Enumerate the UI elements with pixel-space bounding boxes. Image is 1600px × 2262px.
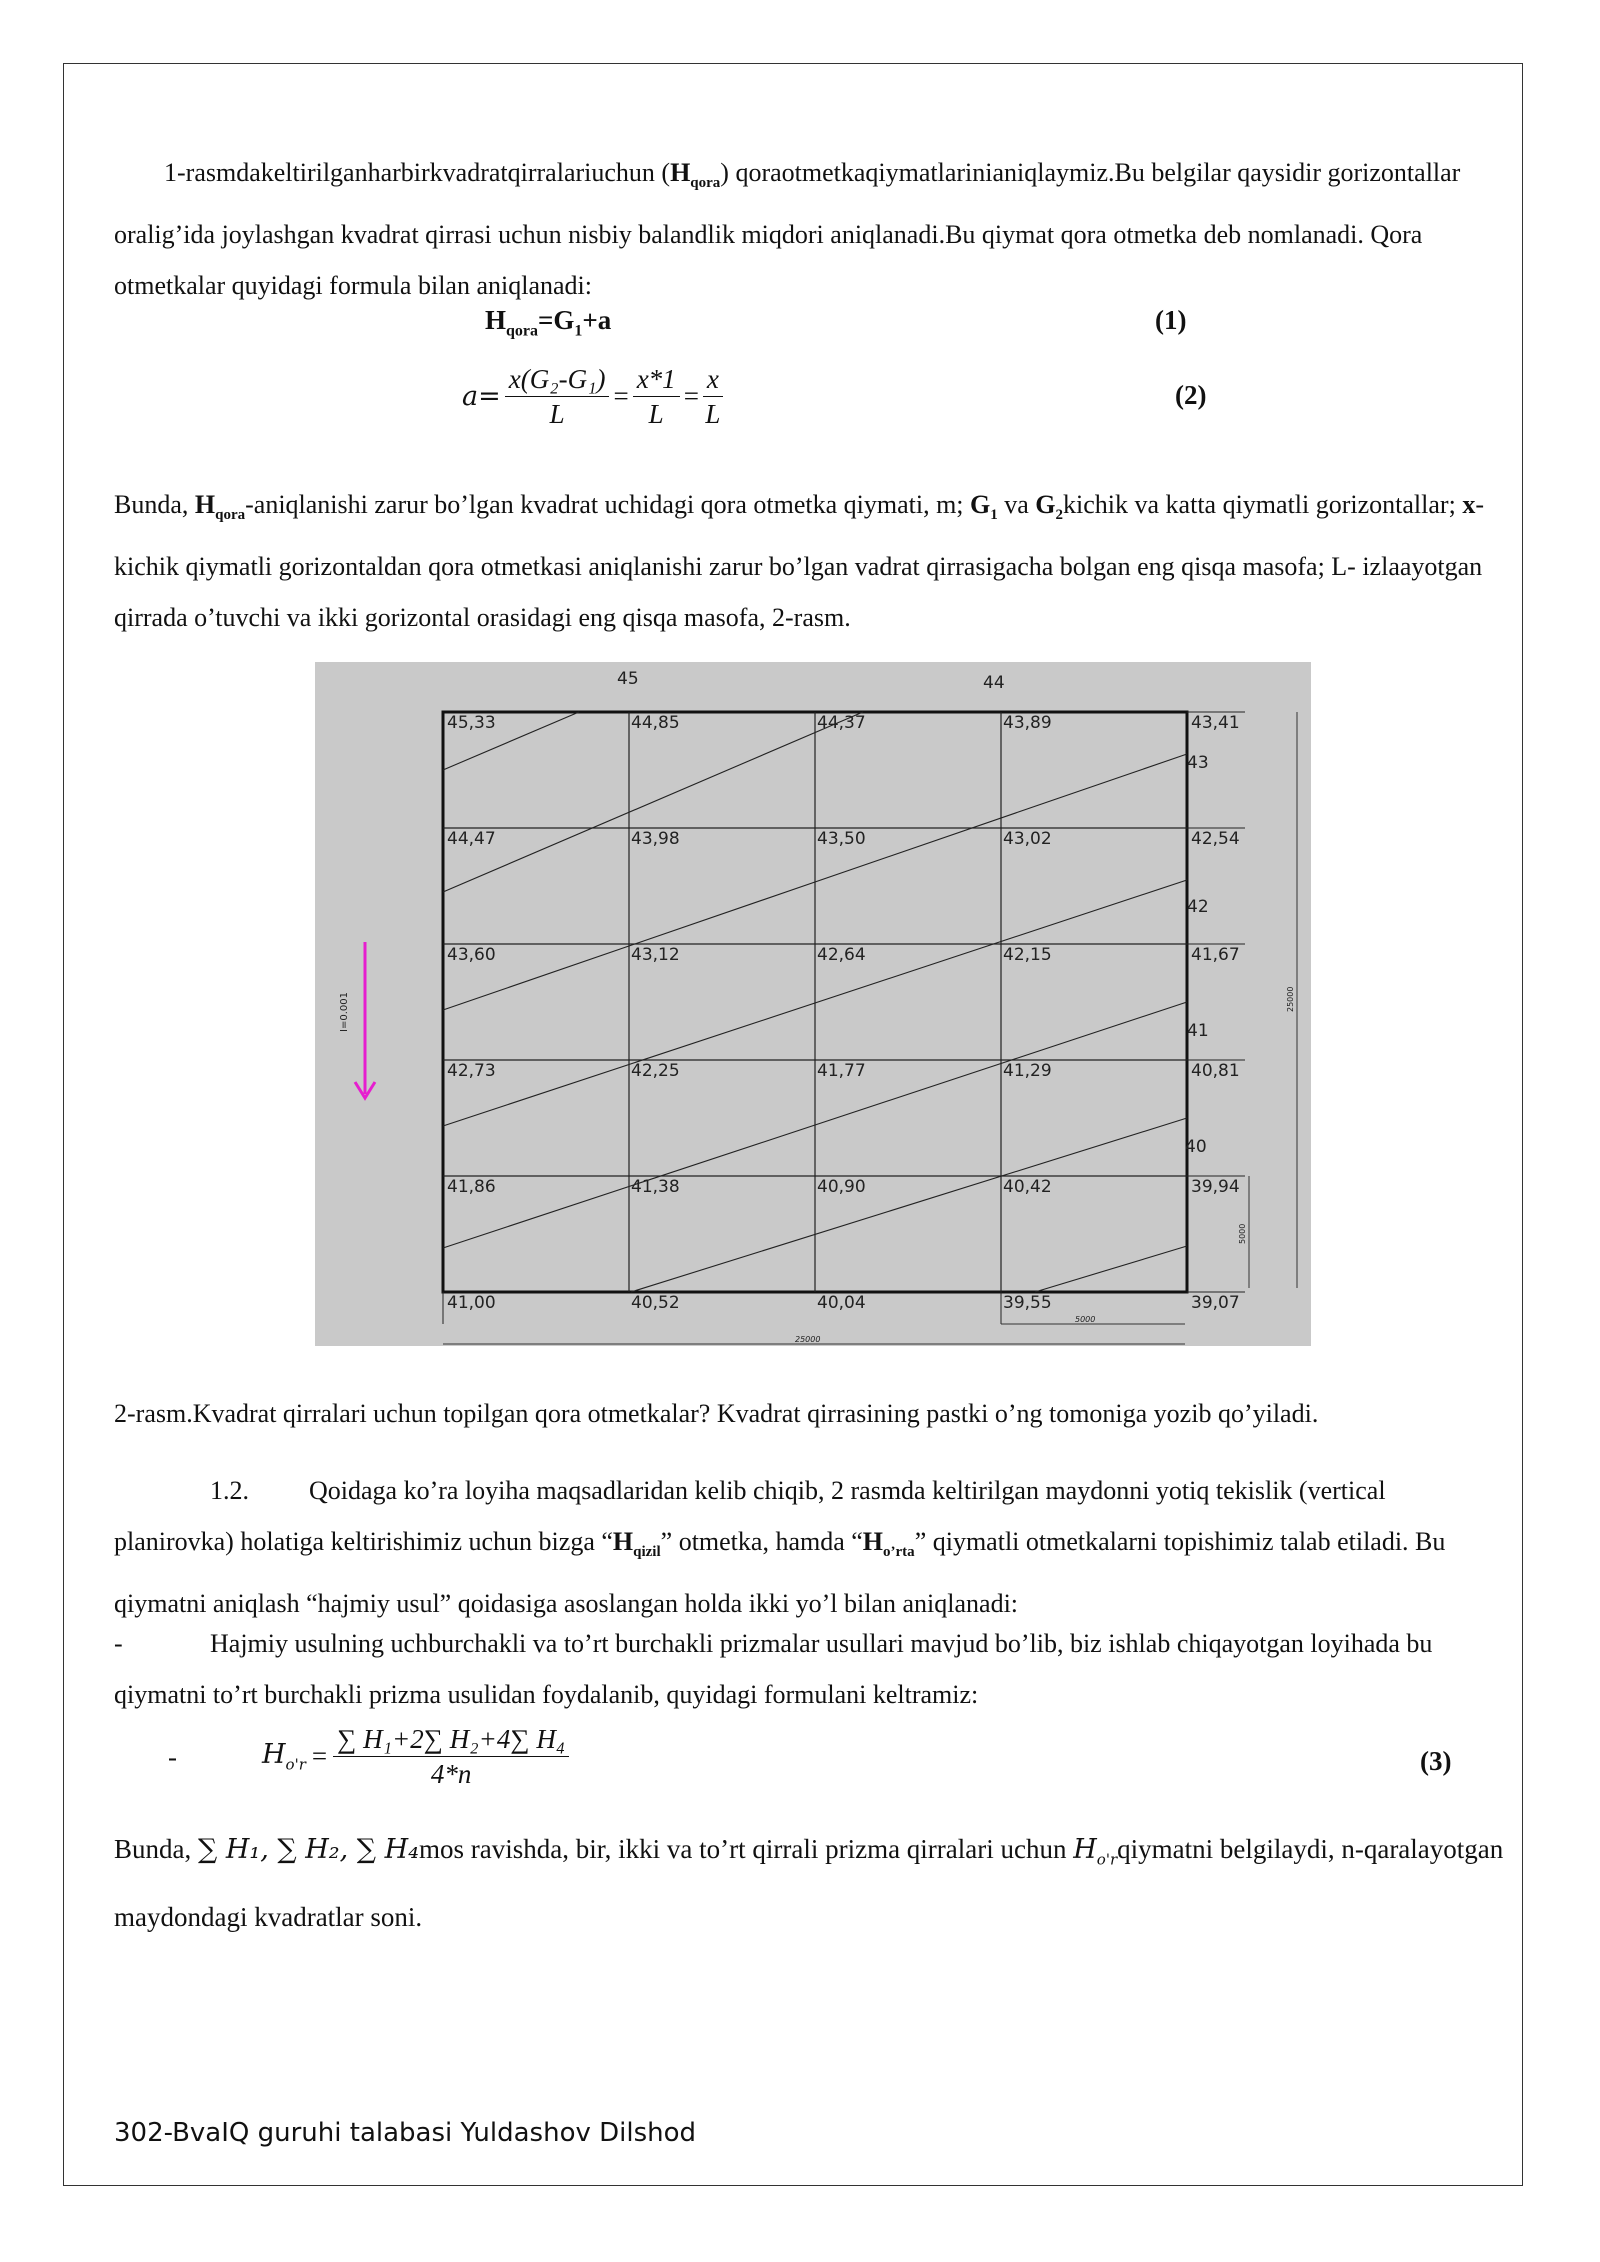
grid-corner-value: 42,54 [1191, 829, 1240, 849]
p2-b: -aniqlanishi zarur bo’lgan kvadrat uchidagi qora otmetka qiymati, m; [245, 490, 971, 519]
eq2-den1: L [549, 399, 565, 429]
grid-corner-value: 44,85 [631, 713, 680, 733]
grid-corner-value: 41,00 [447, 1293, 496, 1313]
p2-hsub: qora [215, 507, 246, 524]
p3-number: 1.2. [210, 1476, 249, 1505]
eq1-rest: =G [538, 305, 575, 335]
p2-a: Bunda, [114, 490, 195, 519]
eq2-fraction-3 [703, 362, 723, 431]
eq3-lhs [262, 1739, 306, 1773]
grid-corner-value: 41,67 [1191, 945, 1240, 965]
eq3-fraction [333, 1722, 569, 1791]
p3-h1sub: qizil [633, 1544, 661, 1561]
figure-caption: 2-rasm.Kvadrat qirralari uchun topilgan qora otmetkalar? Kvadrat qirrasining pastki o’ng tomoniga yozib qo’yiladi. [114, 1399, 1319, 1428]
p5-hsub: o'r [1096, 1850, 1118, 1869]
p1-text-b: ) qoraotmetkaqiymatlarinianiqlaymiz.Bu belgilar qaysidir gorizontallar oralig’ida joylashgan kvadrat qirrasi uchun nisbiy balandlik miqdori aniqlanadi.Bu qiymat qora otmetka deb nomlanadi. Qora otmetkalar quyidagi formula bilan aniqlanadi: [114, 158, 1461, 301]
eq3-eq: = [311, 1741, 328, 1771]
contour-label-right-41: 41 [1187, 1021, 1209, 1041]
p2-c: va [997, 490, 1036, 519]
grid-corner-value: 45,33 [447, 713, 496, 733]
eq3-dash: - [168, 1742, 177, 1772]
eq2-den2: L [648, 399, 664, 429]
p3-h1: H [612, 1527, 634, 1556]
grid-corner-value: 43,98 [631, 829, 680, 849]
contour-label-right-42: 42 [1187, 897, 1209, 917]
eq2-eq1: = [613, 381, 629, 411]
p3-b: ” otmetka, hamda “ [660, 1527, 863, 1556]
grid-corner-value: 43,12 [631, 945, 680, 965]
paragraph-3 [114, 1465, 1504, 1629]
eq2-fraction-2 [633, 362, 680, 431]
grid-corner-value: 41,38 [631, 1177, 680, 1197]
grid-corner-value: 39,94 [1191, 1177, 1240, 1197]
p2-h: H [194, 490, 216, 519]
grid-corner-value: 43,41 [1191, 713, 1240, 733]
p3-c: ” qiymatli otmetkalarni topishimiz talab etiladi. Bu qiymatni aniqlash “hajmiy usul” qoidasiga asoslangan holda ikki yo’l bilan aniqlanadi: [114, 1527, 1446, 1619]
grid-corner-value: 42,73 [447, 1061, 496, 1081]
equation-1-number: (1) [1155, 305, 1187, 335]
grid-corner-value: 40,52 [631, 1293, 680, 1313]
dim-cell-label: 5000 [1075, 1315, 1096, 1324]
p5-sums: ∑ H₁, ∑ H₂, ∑ H₄ [198, 1834, 420, 1865]
grid-corner-value: 43,02 [1003, 829, 1052, 849]
dim-right-label: 25000 [1286, 986, 1295, 1012]
page-footer: 302-BvaIQ guruhi talabasi Yuldashov Dilshod [114, 2118, 697, 2148]
p2-g1: G [970, 490, 991, 519]
p3-h2: H [862, 1527, 884, 1556]
equation-1 [485, 305, 611, 340]
eq2-num1: x(G₂-G₁) [505, 362, 610, 397]
grid-corner-value: 40,04 [817, 1293, 866, 1313]
grid-corner-value: 41,86 [447, 1177, 496, 1197]
p1-h: H [670, 158, 691, 187]
grid-corner-value: 39,07 [1191, 1293, 1240, 1313]
equation-3-number: (3) [1420, 1746, 1452, 1776]
eq1-gsub: 1 [574, 322, 583, 340]
eq1-plus: +a [582, 305, 612, 335]
p2-e: -kichik qiymatli gorizontaldan qora otmetkasi aniqlanishi zarur bo’lgan vadrat qirrasigacha bolgan eng qisqa masofa; L- izlaayotgan qirrada o’tuvchi va ikki gorizontal orasidagi eng qisqa masofa, 2-rasm. [114, 490, 1484, 633]
grid-corner-value: 39,55 [1003, 1293, 1052, 1313]
grid-corner-value: 44,47 [447, 829, 496, 849]
p2-g2: G [1035, 490, 1056, 519]
contour-label-top-44: 44 [983, 673, 1005, 693]
grid-corner-value: 42,15 [1003, 945, 1052, 965]
grid-corner-value: 42,25 [631, 1061, 680, 1081]
grid-corner-value: 44,37 [817, 713, 866, 733]
contour-label-top-45: 45 [617, 669, 639, 689]
paragraph-5 [114, 1820, 1504, 1946]
slope-label: I=0.001 [339, 992, 350, 1032]
grid-corner-value: 40,42 [1003, 1177, 1052, 1197]
contour-label-right-43: 43 [1187, 753, 1209, 773]
grid-corner-value: 41,77 [817, 1061, 866, 1081]
eq2-den3: L [705, 399, 721, 429]
grid-corner-value: 40,90 [817, 1177, 866, 1197]
grid-corner-value: 43,89 [1003, 713, 1052, 733]
eq2-lhs: a= [462, 381, 501, 412]
eq2-num3: x [703, 362, 723, 397]
eq2-num2: x*1 [633, 362, 680, 397]
p2-d: kichik va katta qiymatli gorizontallar; [1063, 490, 1463, 519]
eq1-h: H [485, 305, 507, 335]
p1-text-a: 1-rasmdakeltirilganharbirkvadratqirralariuchun ( [164, 158, 671, 187]
eq2-fraction-1 [505, 362, 610, 431]
dim-bottom-label: 25000 [795, 1335, 821, 1344]
grid-corner-value: 43,50 [817, 829, 866, 849]
equation-3 [262, 1722, 569, 1791]
p2-g2sub: 2 [1055, 507, 1064, 524]
contour-label-right-40: 40 [1185, 1137, 1207, 1157]
dim-right-small-label: 5000 [1238, 1223, 1247, 1244]
equation-2 [462, 362, 723, 431]
p5-h: H [1073, 1834, 1097, 1865]
p5-b: mos ravishda, bir, ikki va to’rt qirrali prizma qirralari uchun [419, 1834, 1074, 1864]
contour-grid-figure [315, 662, 1311, 1346]
grid-corner-value: 40,81 [1191, 1061, 1240, 1081]
p1-h-sub: qora [690, 175, 721, 192]
p2-x: x [1462, 490, 1476, 519]
p5-a: Bunda, [114, 1834, 198, 1864]
paragraph-4 [114, 1618, 1504, 1720]
p5-c: qiymatni belgilaydi, n-qaralayotgan maydondagi kvadratlar soni. [114, 1834, 1504, 1933]
paragraph-2 [114, 479, 1504, 643]
eq3-numerator: ∑ H₁+2∑ H₂+4∑ H₄ [333, 1722, 569, 1757]
p2-g1sub: 1 [990, 507, 998, 524]
grid-corner-value: 41,29 [1003, 1061, 1052, 1081]
eq3-lhs-h: H [262, 1739, 286, 1771]
p3-h2sub: o’rta [883, 1544, 915, 1561]
eq3-lhs-sub: o'r [285, 1755, 306, 1774]
p3-a: Qoidaga ko’ra loyiha maqsadlaridan kelib chiqib, 2 rasmda keltirilgan maydonni yotiq tekislik (vertical planirovka) holatiga keltirishimiz uchun bizga “ [114, 1476, 1386, 1556]
eq1-sub: qora [506, 322, 539, 340]
equation-2-number: (2) [1175, 380, 1207, 410]
p4-dash: - [114, 1629, 123, 1658]
eq2-eq2: = [683, 381, 699, 411]
p4-text: Hajmiy usulning uchburchakli va to’rt burchakli prizmalar usullari mavjud bo’lib, biz ishlab chiqayotgan loyihada bu qiymatni to’rt burchakli prizma usulidan foydalanib, quyidagi formulani keltramiz: [114, 1629, 1433, 1709]
grid-corner-value: 43,60 [447, 945, 496, 965]
eq3-denominator: 4*n [430, 1759, 472, 1789]
paragraph-1 [114, 147, 1504, 311]
grid-corner-value: 42,64 [817, 945, 866, 965]
